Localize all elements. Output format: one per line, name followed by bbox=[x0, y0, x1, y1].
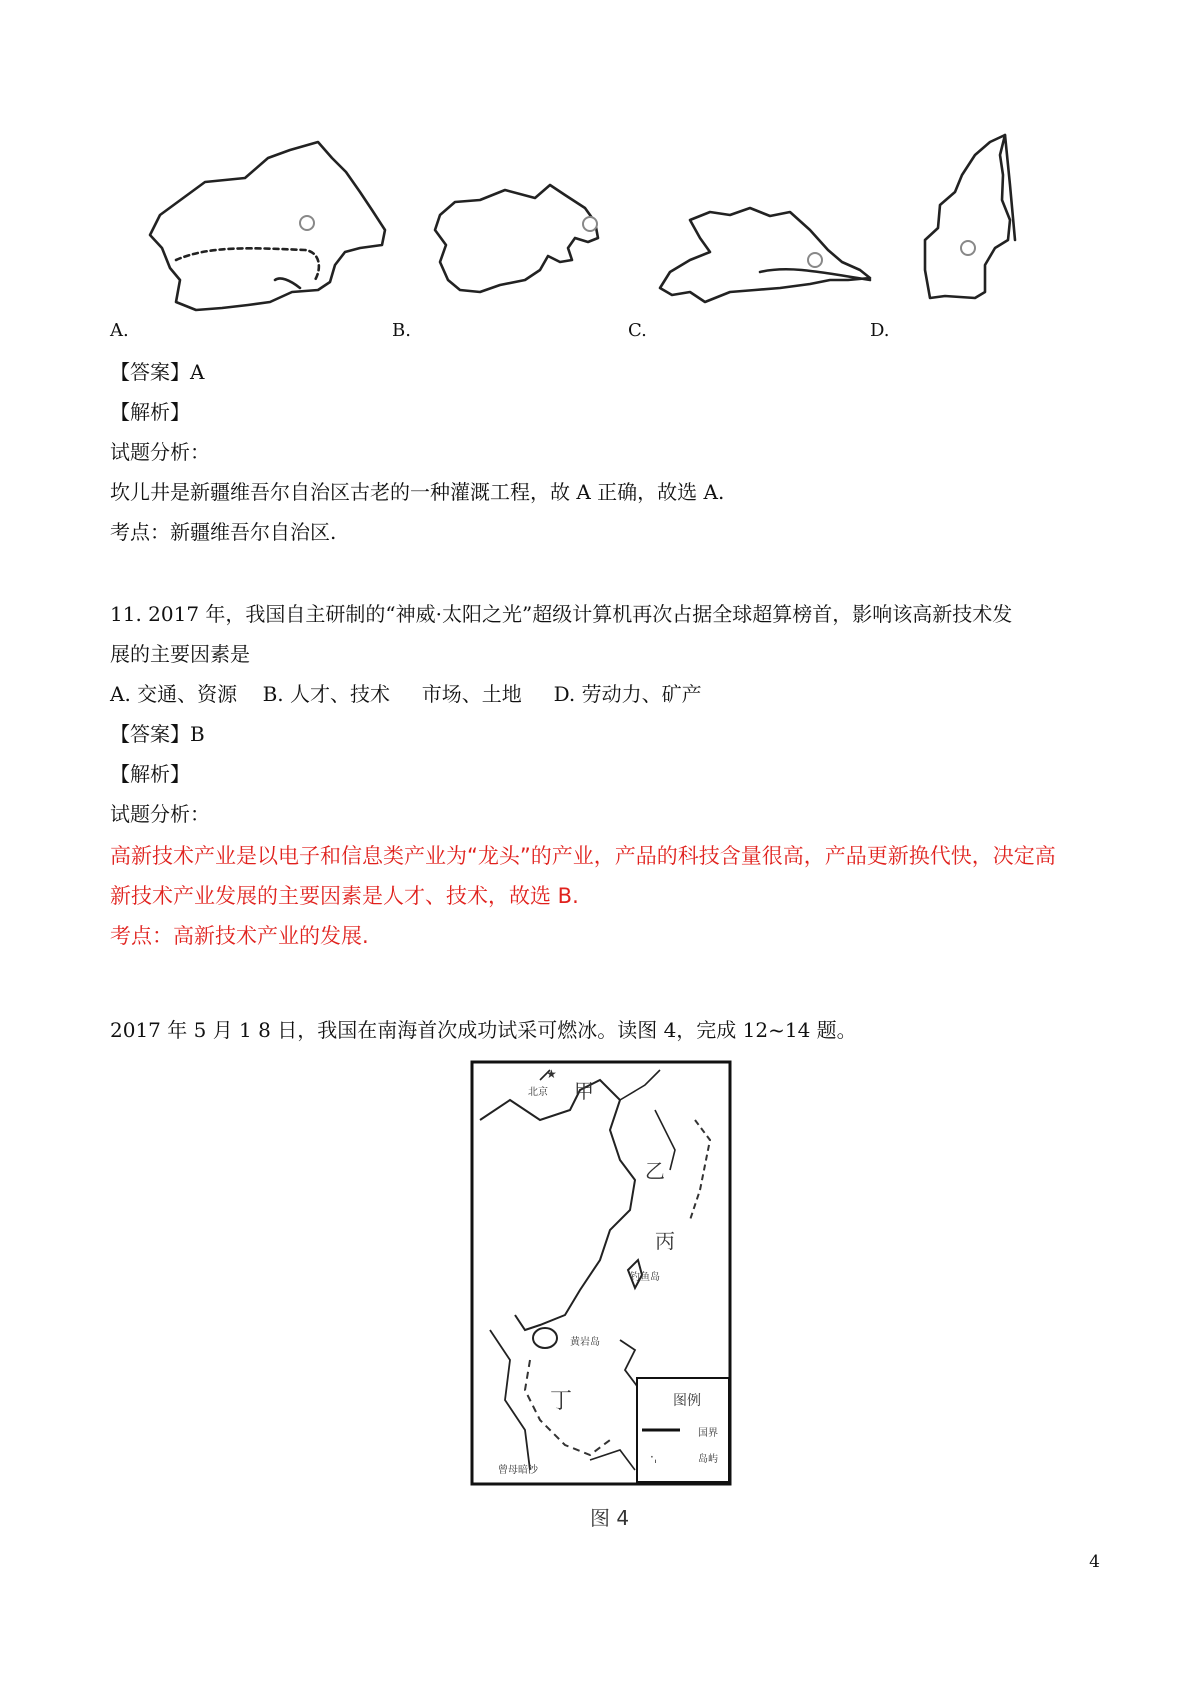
figure-4-caption: 图 4 bbox=[590, 1506, 630, 1530]
label-zengmu: 曾母暗沙 bbox=[498, 1465, 538, 1476]
q11-stem-line1: 11. 2017 年，我国自主研制的“神威·太阳之光”超级计算机再次占据全球超算榜首，影响该高新技术发 bbox=[110, 602, 1013, 626]
label-ding: 丁 bbox=[550, 1389, 573, 1414]
q11-analysis-label: 试题分析： bbox=[110, 802, 210, 826]
q10-analysis-heading: 【解析】 bbox=[110, 400, 190, 424]
label-beijing: 北京 bbox=[528, 1087, 548, 1098]
legend-island-label: 岛屿 bbox=[698, 1454, 718, 1465]
q11-point: 考点：高新技术产业的发展. bbox=[110, 924, 369, 948]
q10-point: 考点：新疆维吾尔自治区. bbox=[110, 520, 337, 544]
label-yi: 乙 bbox=[645, 1159, 665, 1183]
label-diaoyu: 钓鱼岛 bbox=[630, 1272, 660, 1283]
q12-14-intro: 2017 年 5 月 1 8 日，我国在南海首次成功试采可燃冰。读图 4，完成 12~14 题。 bbox=[110, 1018, 857, 1042]
map-option-b[interactable] bbox=[435, 185, 598, 292]
q11-analysis-heading: 【解析】 bbox=[110, 762, 190, 786]
option-a-label: A. bbox=[110, 320, 129, 341]
q11-stem-line2: 展的主要因素是 bbox=[110, 642, 250, 666]
option-b-label: B. bbox=[392, 320, 411, 341]
q10-answer: 【答案】A bbox=[110, 360, 205, 384]
option-maps-row bbox=[0, 120, 1200, 350]
option-maps-svg bbox=[0, 120, 1200, 350]
legend-border-label: 国界 bbox=[698, 1428, 718, 1439]
legend-island-icon: ·ˌ bbox=[650, 1450, 658, 1464]
q10-analysis-text: 坎儿井是新疆维吾尔自治区古老的一种灌溉工程，故 A 正确，故选 A. bbox=[110, 480, 725, 504]
map-option-d[interactable] bbox=[925, 135, 1015, 298]
map-option-c[interactable] bbox=[660, 208, 870, 302]
legend-title: 图例 bbox=[673, 1393, 701, 1409]
figure-4-map bbox=[470, 1060, 732, 1486]
beijing-star-icon: ★ bbox=[546, 1067, 557, 1081]
q11-analysis-line2: 新技术产业发展的主要因素是人才、技术，故选 B. bbox=[110, 884, 579, 908]
q10-analysis-label: 试题分析： bbox=[110, 440, 210, 464]
q11-answer: 【答案】B bbox=[110, 722, 205, 746]
label-jia: 甲 bbox=[574, 1079, 594, 1103]
q11-analysis-line1: 高新技术产业是以电子和信息类产业为“龙头”的产业，产品的科技含量很高，产品更新换代快，决定高 bbox=[110, 844, 1056, 868]
map-option-a[interactable] bbox=[150, 142, 385, 310]
figure-4-svg bbox=[470, 1060, 732, 1486]
option-d-label: D. bbox=[870, 320, 890, 341]
label-huangyan: 黄岩岛 bbox=[570, 1337, 600, 1348]
label-bing: 丙 bbox=[655, 1229, 675, 1253]
option-c-label: C. bbox=[628, 320, 647, 341]
page-number: 4 bbox=[1089, 1552, 1100, 1572]
q11-choices: A. 交通、资源 B. 人才、技术 市场、土地 D. 劳动力、矿产 bbox=[110, 682, 702, 706]
